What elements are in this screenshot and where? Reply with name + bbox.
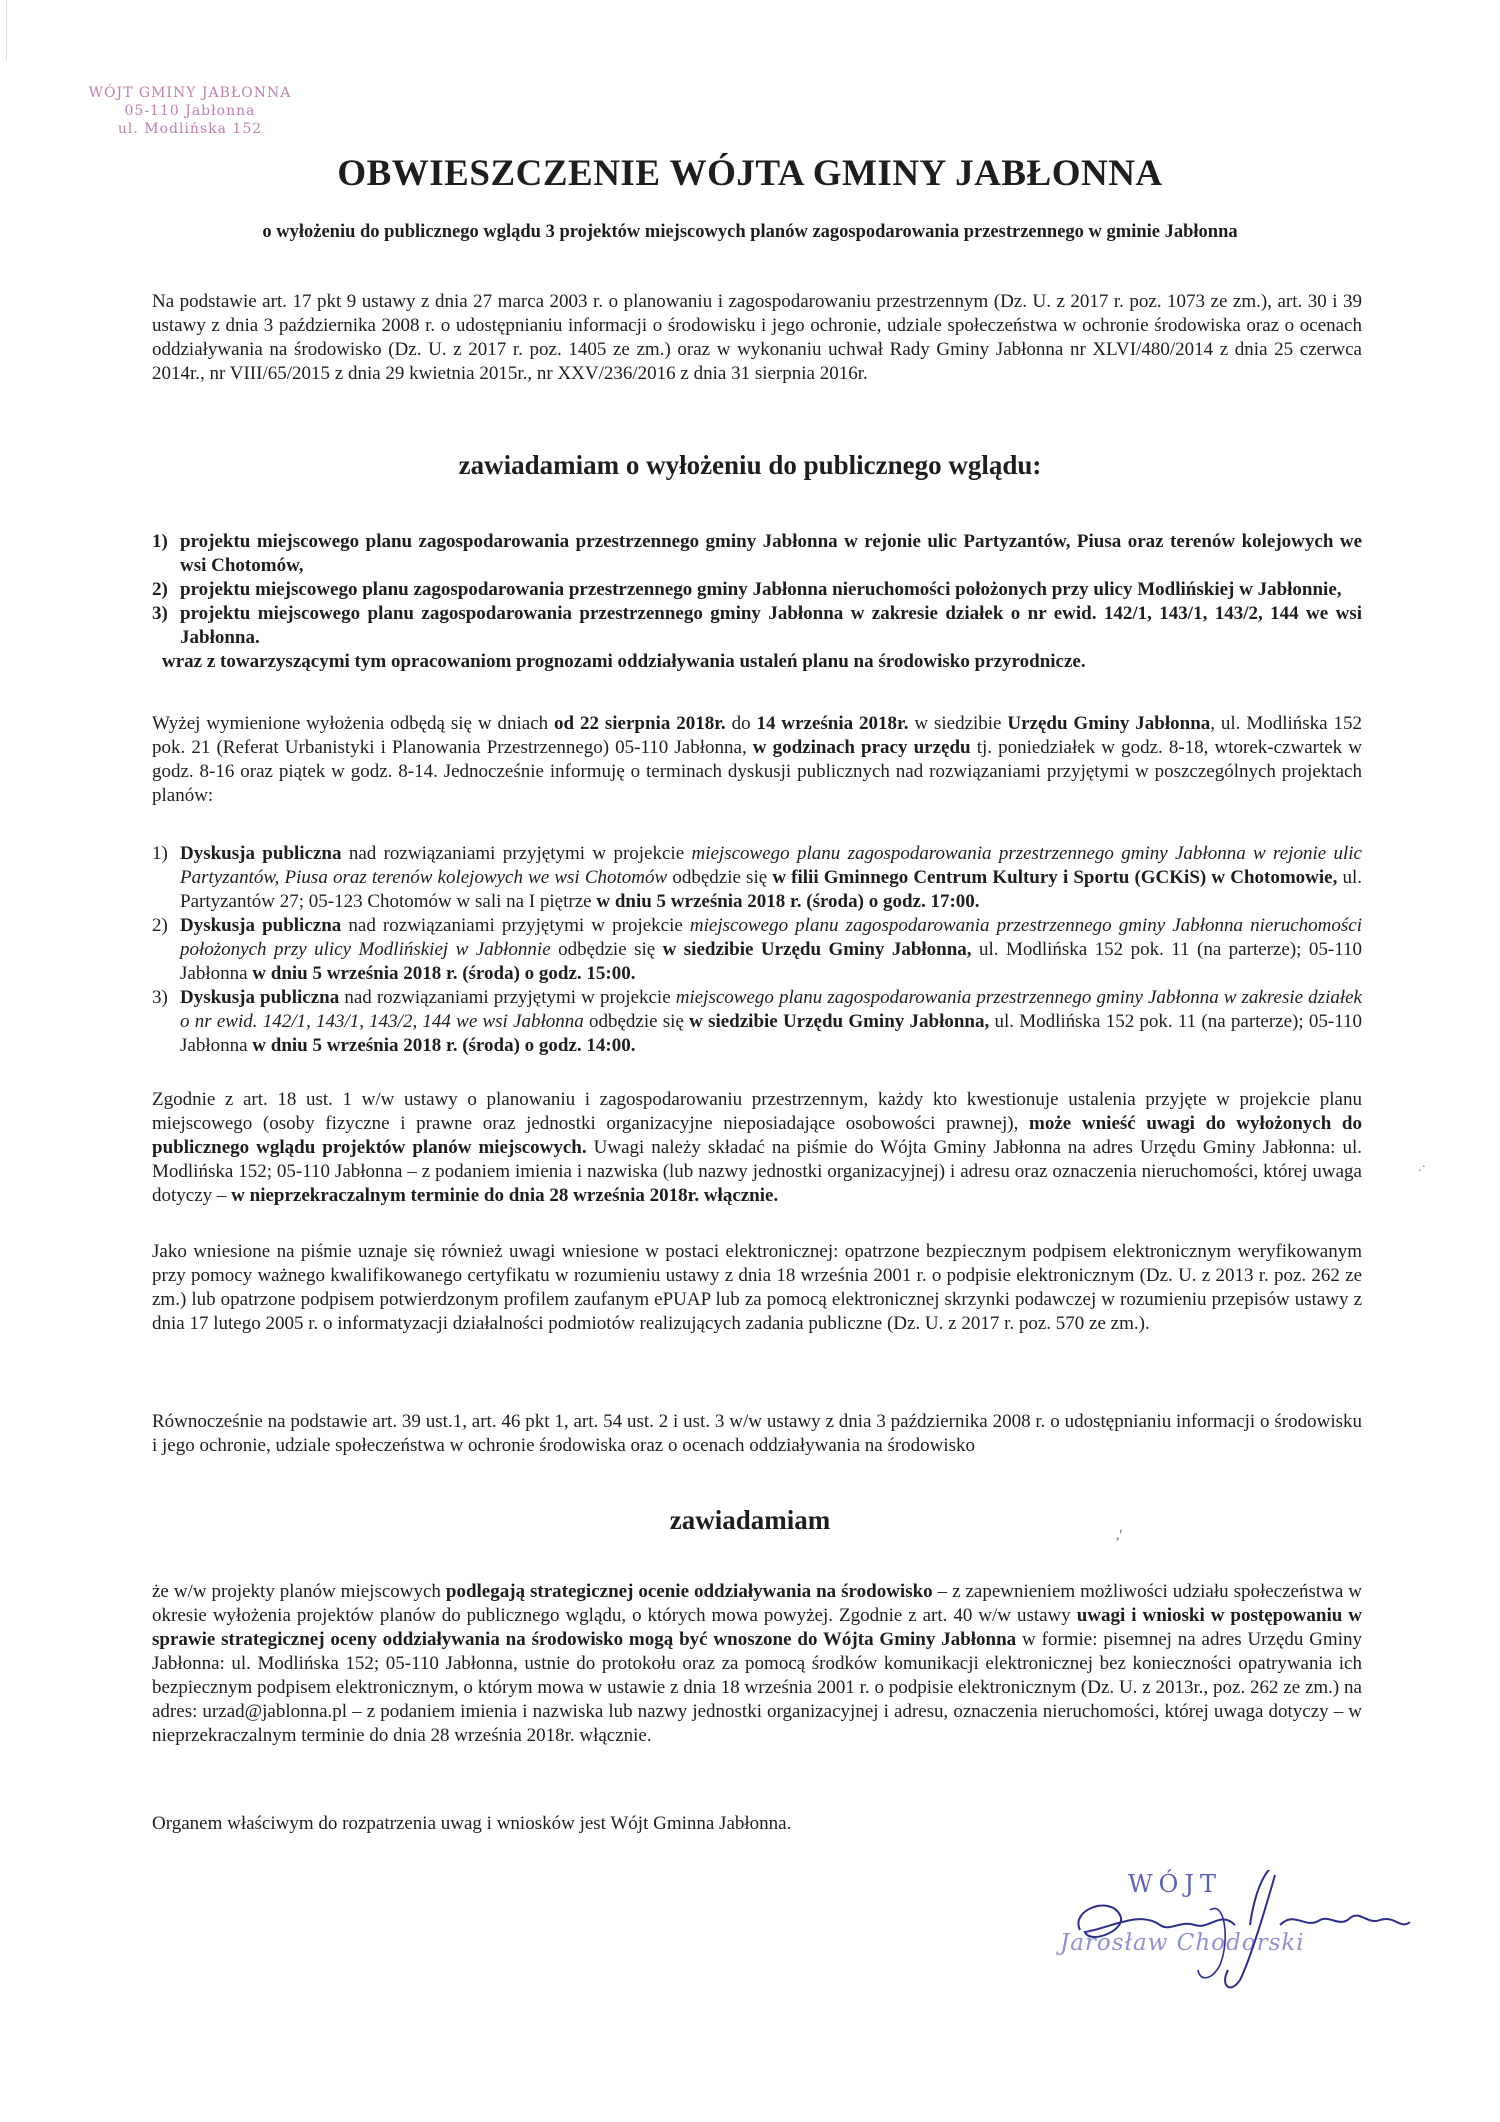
text-run: nad rozwiązaniami przyjętymi w projekcie xyxy=(341,843,692,864)
list-number: 1) xyxy=(152,531,168,552)
text-run: , ul. Modlińska 152 pok. 21 (Referat Urbanistyki i Planowania Przestrzennego) 05-110 Jabłonna, xyxy=(152,713,1362,758)
text-run: Uwagi należy składać na piśmie do Wójta Gminy Jabłonna na adres Urzędu Gminy Jabłonna: ul. Modlińska 152; 05-110 Jabłonna – z podaniem imienia i nazwiska (lub nazwy jednostki organizacyjnej) i adresu oraz oznaczenia nieruchomości, której uwaga dotyczy – xyxy=(152,1137,1362,1206)
text-run: że w/w projekty planów miejscowych xyxy=(152,1581,446,1602)
scan-mark: .· xyxy=(1418,1160,1427,1175)
text-run: nad rozwiązaniami przyjętymi w projekcie xyxy=(341,915,690,936)
bold-run: w dniu 5 września 2018 r. (środa) o godz. 17:00. xyxy=(596,891,980,912)
notice-heading: zawiadamiam o wyłożeniu do publicznego wglądu: xyxy=(458,450,1042,480)
bold-run: Urzędu Gminy Jabłonna xyxy=(1007,713,1211,734)
bold-run: uwagi i wnioski w postępowaniu w sprawie strategicznej oceny oddziaływania na środowisko mogą być wnoszone do Wójta Gminy Jabłonna xyxy=(152,1605,1362,1650)
list-text: projektu miejscowego planu zagospodarowania przestrzennego gminy Jabłonna nieruchomości położonych przy ulicy Modlińskiej w Jabłonnie, xyxy=(180,579,1342,600)
text-run: w siedzibie xyxy=(908,713,1008,734)
text-run: odbędzie się xyxy=(583,1011,690,1032)
stamp-line-1: WÓJT GMINY JABŁONNA xyxy=(88,85,292,101)
electronic-submission-paragraph: Jako wniesione na piśmie uznaje się również uwagi wniesione w postaci elektronicznej: opatrzone bezpiecznym podpisem elektronicznym weryfikowanym przy pomocy ważnego kwalifikowanego certyfikatu w rozumieniu ustawy z dnia 18 września 2001 r. o podpisie elektronicznym (Dz. U. z 2013 r. poz. 262 ze zm.) lub opatrzone podpisem potwierdzonym profilem zaufanym ePUAP lub za pomocą elektronicznej skrzynki podawczej w rozumieniu przepisów ustawy z dnia 17 lutego 2005 r. o informatyzacji działalności podmiotów realizujących zadania publiczne (Dz. U. z 2017 r. poz. 570 ze zm.). xyxy=(152,1241,1362,1334)
simultaneous-paragraph: Równocześnie na podstawie art. 39 ust.1, art. 46 pkt 1, art. 54 ust. 2 i ust. 3 w/w ustawy z dnia 3 października 2008 r. o udostępnianiu informacji o środowisku i jego ochronie, udziale społeczeństwa w ochronie środowiska oraz o ocenach oddziaływania na środowisko xyxy=(152,1411,1362,1456)
bold-run: Dyskusja publiczna xyxy=(180,987,340,1008)
list-text: projektu miejscowego planu zagospodarowania przestrzennego gminy Jabłonna w rejonie ulic Partyzantów, Piusa oraz terenów kolejowych we wsi Chotomów, xyxy=(180,531,1362,576)
text-run: ul. Partyzantów 27; 05-123 Chotomów w sali na I piętrze xyxy=(180,867,1363,912)
text-run: w formie: pisemnej na adres Urzędu Gminy Jabłonna: ul. Modlińska 152; 05-110 Jabłonna, ustnie do protokołu oraz za pomocą środków komunikacji elektronicznej bez konieczności opatrywania ich bezpiecznym podpisem elektronicznym, o którym mowa w ustawie z dnia 18 września 2001 r. o podpisie elektronicznym (Dz. U. z 2013r., poz. 262 ze zm.) na adres: urzad@jablonna.pl – z podaniem imienia i nazwiska lub nazwy jednostki organizacyjnej i adresu, oznaczenia nieruchomości, której uwaga dotyczy – w nieprzekraczalnym terminie do dnia 28 września 2018r. włącznie. xyxy=(152,1629,1362,1746)
text-run: ul. Modlińska 152 pok. 11 (na parterze); 05-110 Jabłonna xyxy=(180,1011,1363,1056)
bold-run: w dniu 5 września 2018 r. (środa) o godz. 15:00. xyxy=(252,963,636,984)
authority-paragraph: Organem właściwym do rozpatrzenia uwag i wniosków jest Wójt Gminna Jabłonna. xyxy=(152,1813,792,1834)
list-number: 3) xyxy=(152,603,168,624)
bold-run: w dniu 5 września 2018 r. (środa) o godz. 14:00. xyxy=(252,1035,636,1056)
bold-run: w nieprzekraczalnym terminie do dnia 28 września 2018r. włącznie. xyxy=(231,1185,779,1206)
bold-run: od 22 sierpnia 2018r. xyxy=(554,713,726,734)
stamp-line-2: 05-110 Jabłonna xyxy=(124,103,256,119)
bold-run: w godzinach pracy urzędu xyxy=(752,737,971,758)
list-number: 2) xyxy=(152,579,168,600)
bold-run: podlegają strategicznej ocenie oddziaływania na środowisko xyxy=(445,1581,933,1602)
list-number: 2) xyxy=(152,915,168,936)
legal-basis-paragraph: Na podstawie art. 17 pkt 9 ustawy z dnia 27 marca 2003 r. o planowaniu i zagospodarowaniu przestrzennym (Dz. U. z 2017 r. poz. 1073 ze zm.), art. 30 i 39 ustawy z dnia 3 października 2008 r. o udostępnianiu informacji o środowisku i jego ochronie, udziale społeczeństwa w ochronie środowiska oraz o ocenach oddziaływania na środowisko (Dz. U. z 2017 r. poz. 1405 ze zm.) oraz w wykonaniu uchwał Rady Gminy Jabłonna nr XLVI/480/2014 z dnia 25 czerwca 2014r., nr VIII/65/2015 z dnia 29 kwietnia 2015r., nr XXV/236/2016 z dnia 31 sierpnia 2016r. xyxy=(152,291,1362,384)
text-run: nad rozwiązaniami przyjętymi w projekcie xyxy=(339,987,676,1008)
list-item xyxy=(152,578,1362,602)
bold-run: w filii Gminnego Centrum Kultury i Sportu (GCKiS) w Chotomowie, xyxy=(772,867,1338,888)
italic-run: miejscowego planu zagospodarowania przestrzennego gminy Jabłonna w rejonie ulic Partyzantów, Piusa oraz terenów kolejowych we wsi Chotomów xyxy=(180,843,1362,888)
text-run: odbędzie się xyxy=(667,867,773,888)
document-subtitle: o wyłożeniu do publicznego wglądu 3 projektów miejscowych planów zagospodarowania przestrzennego w gminie Jabłonna xyxy=(262,222,1238,242)
notice-heading-2: zawiadamiam xyxy=(669,1505,831,1535)
bold-run: Dyskusja publiczna xyxy=(180,843,342,864)
list-item xyxy=(152,914,1362,986)
text-run: odbędzie się xyxy=(550,939,663,960)
sea-paragraph xyxy=(152,1580,1362,1748)
stamp-line-3: ul. Modlińska 152 xyxy=(117,121,263,137)
signature-name: Jarosław Chodorski xyxy=(1060,1930,1305,1956)
signature-block xyxy=(1050,1870,1430,2020)
document-title: OBWIESZCZENIE WÓJTA GMINY JABŁONNA xyxy=(337,153,1163,194)
signature-title: WÓJT xyxy=(1128,1870,1222,1898)
text-run: ul. Modlińska 152 pok. 11 (na parterze); 05-110 Jabłonna xyxy=(180,939,1363,984)
page-edge xyxy=(6,0,7,60)
text-run: – z zapewnieniem możliwości udziału społeczeństwa w okresie wyłożenia projektów planów do publicznego wglądu, o których mowa powyżej. Zgodnie z art. 40 w/w ustawy xyxy=(152,1581,1362,1626)
projects-note: wraz z towarzyszącymi tym opracowaniom prognozami oddziaływania ustaleń planu na środowisko przyrodnicze. xyxy=(162,651,1086,672)
text-run: do xyxy=(725,713,757,734)
list-item xyxy=(152,986,1362,1058)
discussions-list xyxy=(152,842,1362,1058)
text-run: Wyżej wymienione wyłożenia odbędą się w dniach xyxy=(152,713,555,734)
scan-mark: ,′ xyxy=(1116,1528,1123,1543)
list-item xyxy=(152,602,1362,650)
office-stamp xyxy=(75,84,305,138)
italic-run: miejscowego planu zagospodarowania przestrzennego gminy Jabłonna nieruchomości położonych przy ulicy Modlińskiej w Jabłonnie xyxy=(180,915,1362,960)
bold-run: Dyskusja publiczna xyxy=(180,915,342,936)
bold-run: może wnieść uwagi do wyłożonych do publicznego wglądu projektów planów miejscowych. xyxy=(152,1113,1362,1158)
projects-list xyxy=(152,530,1362,674)
bold-run: w siedzibie Urzędu Gminy Jabłonna, xyxy=(689,1011,990,1032)
text-run: Zgodnie z art. 18 ust. 1 w/w ustawy o planowaniu i zagospodarowaniu przestrzennym, każdy kto kwestionuje ustalenia przyjęte w projekcie planu miejscowego (osoby fizyczne i prawne oraz jednostki organizacyjne nieposiadające osobowości prawnej), xyxy=(152,1089,1362,1134)
italic-run: miejscowego planu zagospodarowania przestrzennego gminy Jabłonna w zakresie działek o nr ewid. 142/1, 143/1, 143/2, 144 we wsi Jabłonna xyxy=(180,987,1362,1032)
list-number: 1) xyxy=(152,843,168,864)
bold-run: w siedzibie Urzędu Gminy Jabłonna, xyxy=(662,939,972,960)
text-run: tj. poniedziałek w godz. 8-18, wtorek-czwartek w godz. 8-16 oraz piątek w godz. 8-14. Jednocześnie informuję o terminach dyskusji publicznych nad rozwiązaniami przyjętymi w poszczególnych projektach planów: xyxy=(152,737,1362,806)
list-number: 3) xyxy=(152,987,168,1008)
bold-run: 14 września 2018r. xyxy=(756,713,909,734)
list-item xyxy=(152,530,1362,578)
handwritten-signature-icon xyxy=(1050,1870,1430,2020)
remarks-paragraph xyxy=(152,1088,1362,1208)
list-text: projektu miejscowego planu zagospodarowania przestrzennego gminy Jabłonna w zakresie działek o nr ewid. 142/1, 143/1, 143/2, 144 we wsi Jabłonna. xyxy=(180,603,1362,648)
schedule-paragraph xyxy=(152,712,1362,808)
list-item xyxy=(152,842,1362,914)
